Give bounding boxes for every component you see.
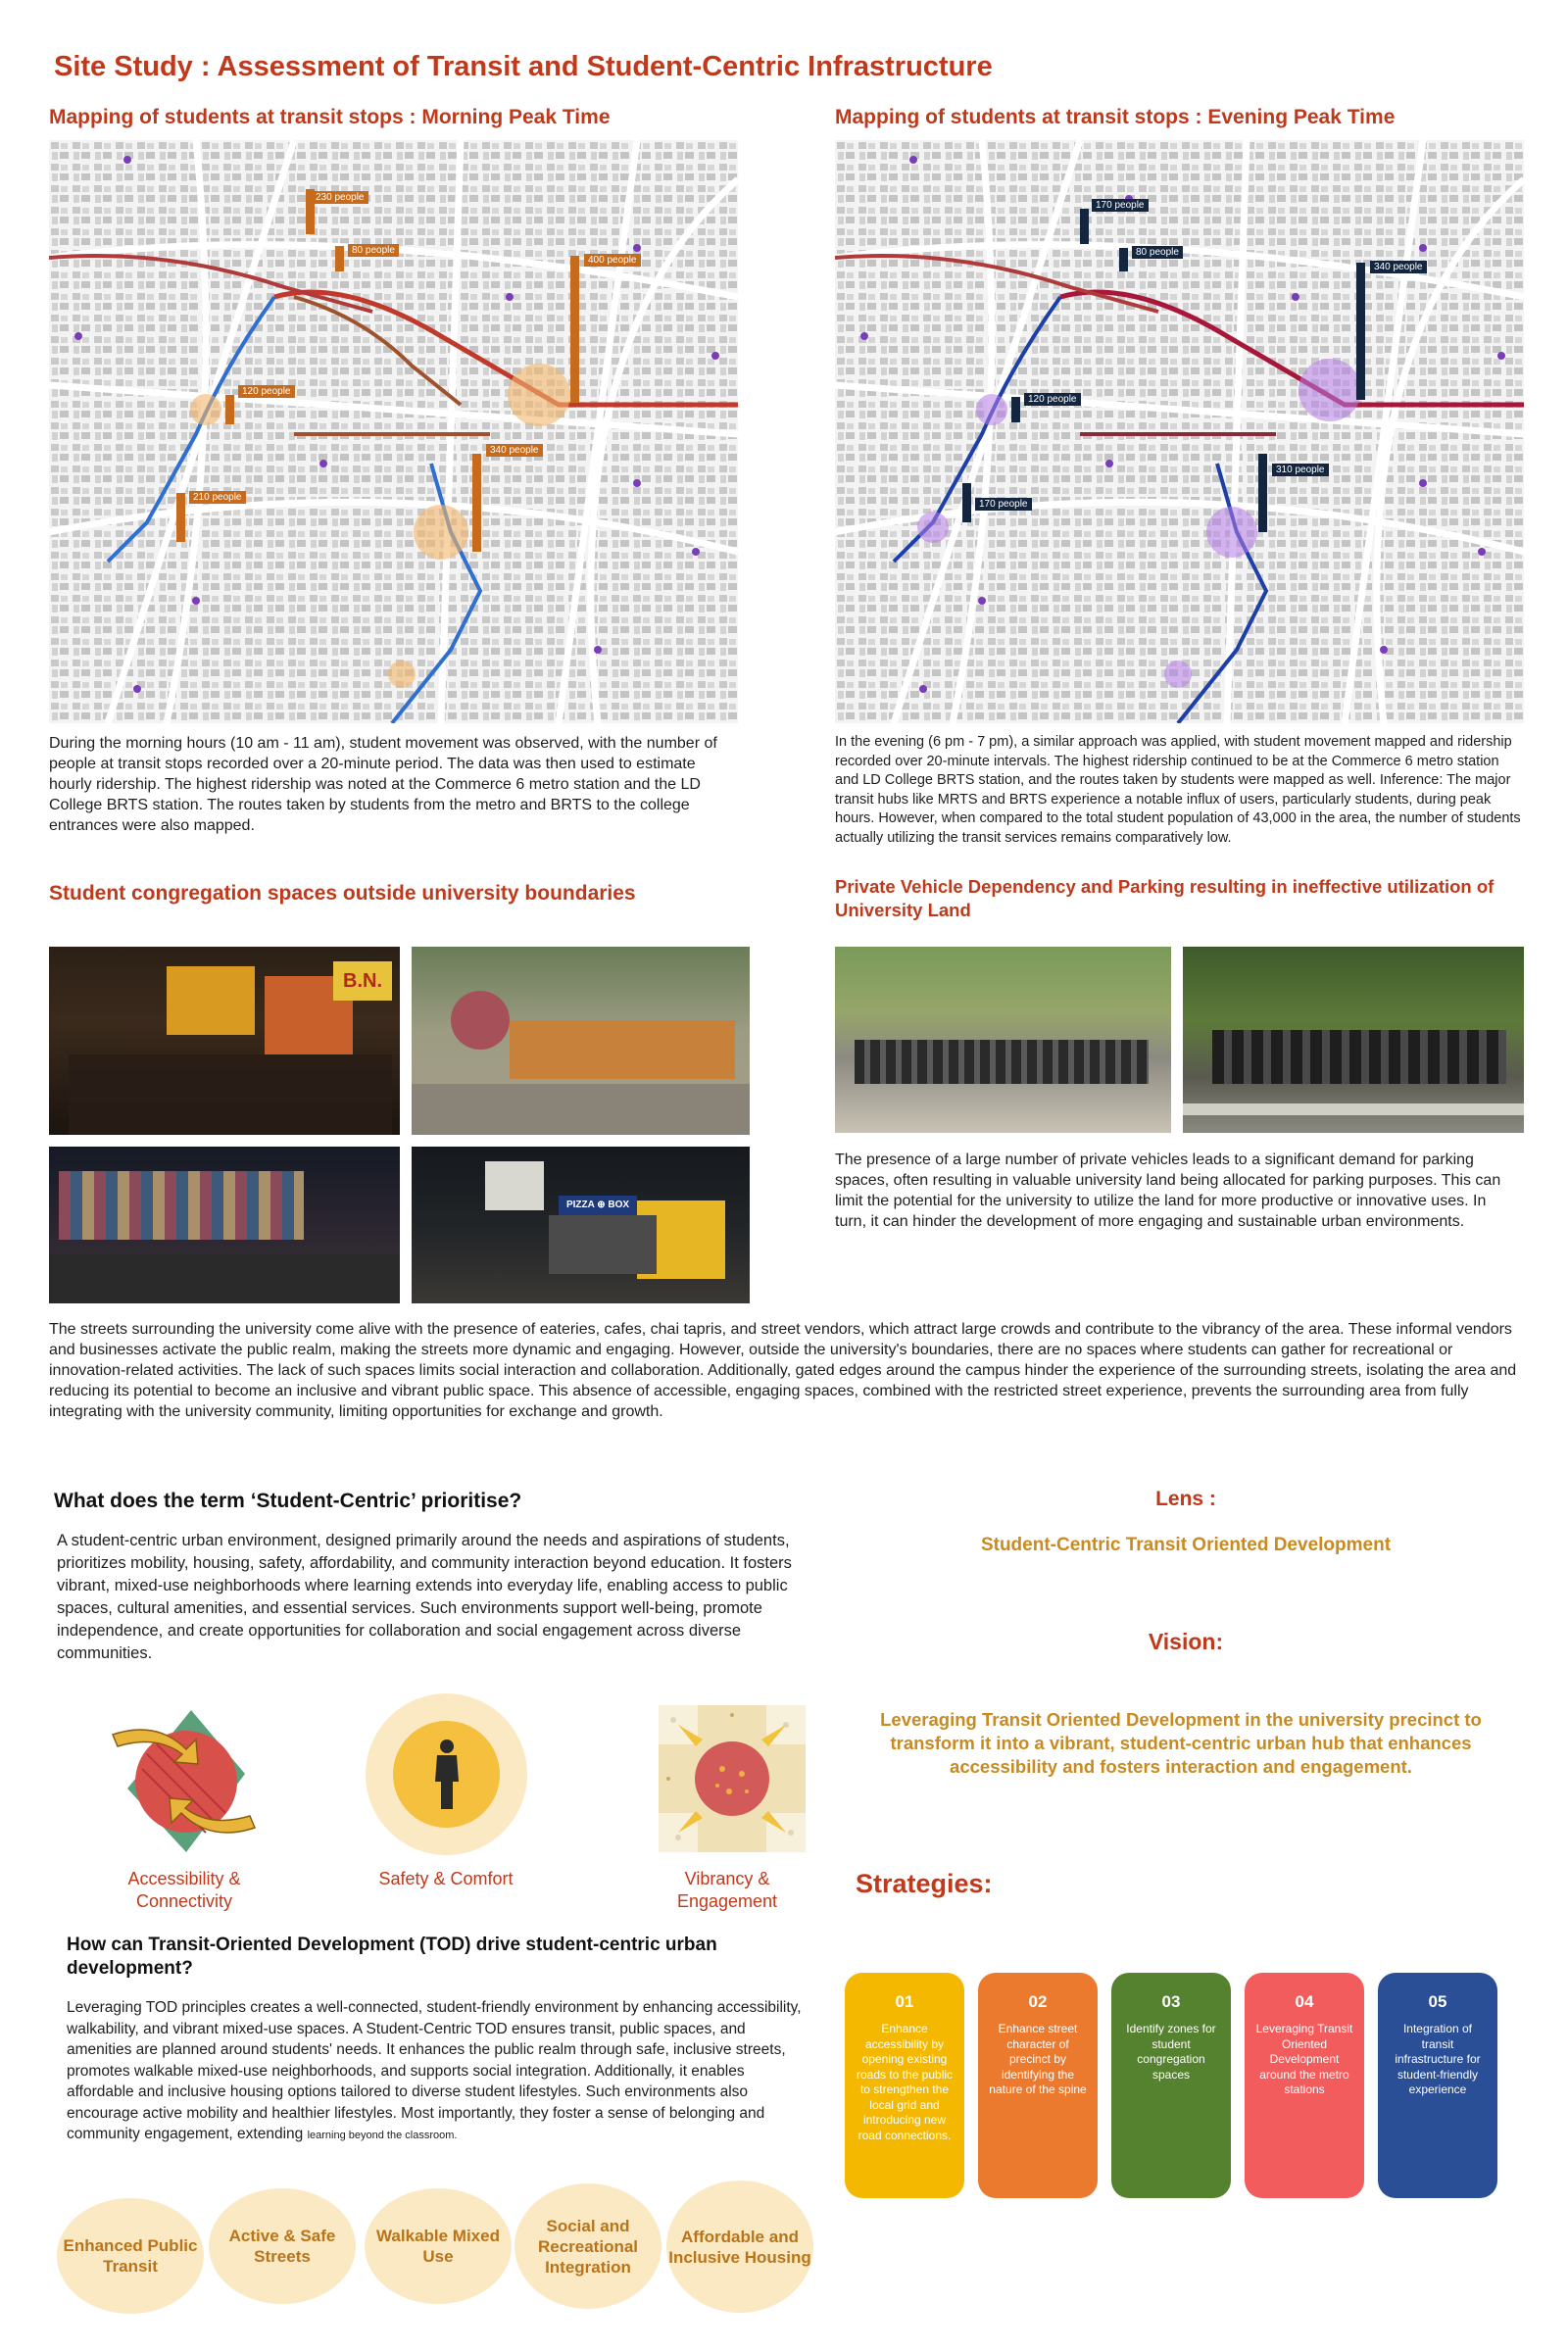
- strategy-text: Leveraging Transit Oriented Development around the metro stations: [1255, 2022, 1353, 2096]
- map-label: 80 people: [1132, 246, 1183, 259]
- bubble: Affordable and Inclusive Housing: [666, 2180, 813, 2313]
- vision-text: Leveraging Transit Oriented Development in the university precinct to transform it into a vibrant, student-centric urban hub that enhances accessibility and fosters interaction and engagement.: [880, 1709, 1482, 1777]
- bubble: Social and Recreational Integration: [514, 2183, 662, 2309]
- strategy-number: 04: [1295, 1992, 1314, 2011]
- strategy-number: 05: [1428, 1992, 1447, 2011]
- congregation-heading: Student congregation spaces outside university boundaries: [49, 882, 636, 905]
- map-label: 340 people: [1370, 261, 1427, 273]
- strategy-card: [1378, 1973, 1497, 2198]
- map-label: 170 people: [975, 498, 1032, 511]
- strategy-text: Integration of transit infrastructure for student-friendly experience: [1395, 2022, 1481, 2096]
- parking-description: The presence of a large number of private vehicles leads to a significant demand for parking spaces, often resulting in valuable university land being allocated for parking purposes. This can limit the potential for the university to utilize the land for more productive or innovative uses. In turn, it can hinder the development of more engaging and sustainable urban environments.: [835, 1152, 1501, 1230]
- strategy-text: Enhance street character of precinct by identifying the nature of the spine: [989, 2022, 1087, 2096]
- pizza-box-sign: PIZZA ⊕ BOX: [559, 1196, 637, 1215]
- evening-transit-map: [835, 140, 1524, 723]
- accessibility-connectivity-icon: [98, 1705, 270, 1857]
- map-label: 80 people: [348, 244, 399, 257]
- student-centric-heading: What does the term ‘Student-Centric’ prioritise?: [54, 1490, 522, 1512]
- stall-sign: B.N.: [333, 961, 392, 1001]
- bubble: Walkable Mixed Use: [365, 2188, 512, 2304]
- map-label: 120 people: [238, 385, 295, 398]
- strategy-card: [845, 1973, 964, 2198]
- icon-label: Vibrancy & Engagement: [676, 1869, 778, 1911]
- safety-comfort-icon: [366, 1693, 527, 1855]
- parking-heading: Private Vehicle Dependency and Parking resulting in ineffective utilization of University Land: [835, 876, 1494, 920]
- bubble: Active & Safe Streets: [209, 2188, 356, 2304]
- vision-heading: Vision:: [1148, 1629, 1224, 1654]
- lens-heading: Lens :: [1155, 1488, 1216, 1510]
- strategies-heading: Strategies:: [856, 1869, 993, 1898]
- page-title: Site Study : Assessment of Transit and Student-Centric Infrastructure: [54, 51, 993, 82]
- map-label: 230 people: [312, 191, 368, 204]
- photo-street-food-stalls-night: [49, 947, 400, 1135]
- tod-description-small: learning beyond the classroom.: [307, 2130, 458, 2141]
- tod-description: [67, 1997, 811, 2147]
- photo-two-wheeler-parking: [1183, 947, 1524, 1133]
- morning-map-heading: Mapping of students at transit stops : Morning Peak Time: [49, 106, 611, 128]
- map-label: 170 people: [1092, 199, 1149, 212]
- icon-label: Accessibility & Connectivity: [127, 1869, 241, 1911]
- tod-heading: How can Transit-Oriented Development (TOD) drive student-centric urban development?: [67, 1935, 717, 1979]
- photo-food-carts-day: [412, 947, 750, 1135]
- strategy-number: 02: [1028, 1992, 1048, 2011]
- morning-transit-map: [49, 140, 738, 723]
- strategy-card: [1245, 1973, 1364, 2198]
- strategy-number: 03: [1161, 1992, 1181, 2011]
- strategy-number: 01: [895, 1992, 914, 2011]
- lens-value: Student-Centric Transit Oriented Development: [980, 1535, 1392, 1555]
- congregation-description: The streets surrounding the university come alive with the presence of eateries, cafes, chai tapris, and street vendors, which attract large crowds and contribute to the vibrancy of the area. These informal vendors and businesses activate the public realm, making the streets more dynamic and engaging. However, outside the university's boundaries, there are no spaces where students can gather for recreational or innovation-related activities. The lack of such spaces limits social interaction and collaboration. Additionally, gated edges around the campus hinder the experience of the surrounding streets, isolating the area and reducing its potential to become an inclusive and vibrant public space. This absence of accessible, engaging spaces, combined with the restricted street experience, prevents the surrounding area from fully integrating with the university community, limiting opportunities for exchange and growth.: [49, 1321, 1517, 1420]
- map-label: 120 people: [1024, 393, 1081, 406]
- evening-map-heading: Mapping of students at transit stops : Evening Peak Time: [835, 106, 1396, 128]
- evening-map-description: In the evening (6 pm - 7 pm), a similar approach was applied, with student movement mapped and ridership recorded over 20-minute intervals. The highest ridership continued to be at the Commerce 6 metro station and LD College BRTS station, and the routes taken by students were mapped as well. Inference: The major transit hubs like MRTS and BRTS experience a notable influx of users, particularly students, during peak hours. However, when compared to the total student population of 43,000 in the area, the number of students actually utilizing the transit services remains comparatively low.: [835, 734, 1521, 846]
- map-label: 310 people: [1272, 464, 1329, 476]
- photo-clothing-stall-night: [49, 1147, 400, 1303]
- strategy-card: [978, 1973, 1098, 2198]
- strategy-text: Enhance accessibility by opening existing roads to the public to strengthen the local grid and introducing new road connections.: [856, 2022, 954, 2142]
- photo-pizza-box-truck: [412, 1147, 750, 1303]
- student-centric-description: A student-centric urban environment, designed primarily around the needs and aspirations of students, prioritizes mobility, housing, safety, affordability, and community interaction beyond education. It fosters vibrant, mixed-use neighborhoods where learning extends into everyday life, enabling access to public spaces, cultural amenities, and essential services. Such environments support well-being, promote independence, and create opportunities for collaboration and social engagement across diverse communities.: [57, 1532, 792, 1662]
- icon-label: Safety & Comfort: [378, 1869, 514, 1888]
- photo-campus-parking-lot: [835, 947, 1171, 1133]
- tod-description-main: Leveraging TOD principles creates a well-connected, student-friendly environment by enhancing accessibility, walkability, and vibrant mixed-use spaces. A Student-Centric TOD ensures transit, public spaces, and amenities are planned around students' needs. It enhances the public realm through safe, inclusive streets, promotes walkable mixed-use neighborhoods, and supports social integration. Additionally, it enables affordable and inclusive housing options tailored to diverse student lifestyles. Such environments also encourage active mobility and healthier lifestyles. Most importantly, they foster a sense of belonging and community engagement, extending: [67, 1999, 802, 2142]
- strategy-card: [1111, 1973, 1231, 2198]
- morning-map-description: During the morning hours (10 am - 11 am), student movement was observed, with the number of people at transit stops recorded over a 20-minute period. The data was then used to estimate hourly ridership. The highest ridership was noted at the Commerce 6 metro station and the LD College BRTS station. The routes taken by students from the metro and BRTS to the college entrances were also mapped.: [49, 735, 717, 834]
- strategy-cards: [845, 1973, 1501, 2198]
- bubble: Enhanced Public Transit: [57, 2198, 204, 2314]
- map-label: 210 people: [189, 491, 246, 504]
- map-label: 340 people: [486, 444, 543, 457]
- vibrancy-engagement-icon: [659, 1705, 806, 1852]
- map-label: 400 people: [584, 254, 641, 267]
- strategy-text: Identify zones for student congregation spaces: [1126, 2022, 1216, 2082]
